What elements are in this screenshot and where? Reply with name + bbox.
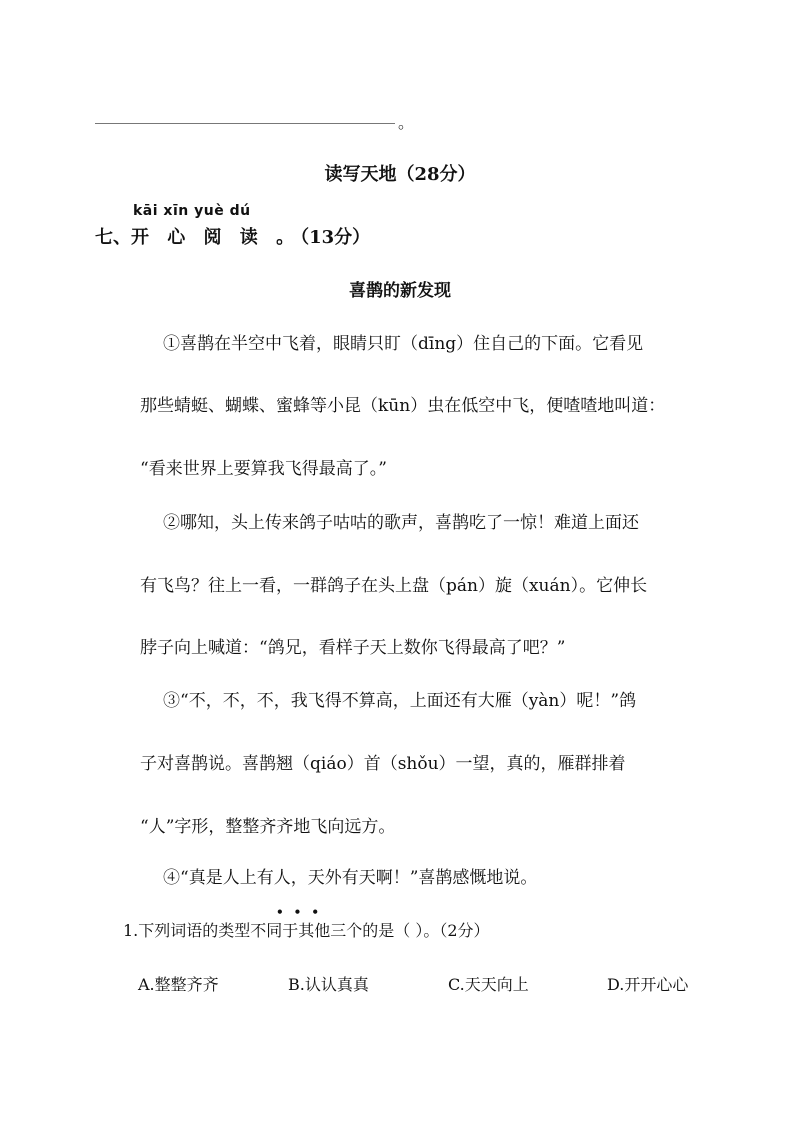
story-line-10: ④“真是人上有人，天外有天啊！”喜鹊感慨地说。	[163, 868, 538, 888]
story-line-7: ③“不，不，不，我飞得不算高，上面还有大雁（yàn）呢！”鸽	[163, 691, 637, 711]
question7-number: 七、	[95, 227, 131, 248]
question1-text: 1.下列词语的类型不同于其他三个的是（ ）。（2分）	[123, 921, 490, 940]
option-a[interactable]: A.整整齐齐	[138, 975, 219, 994]
question7-score: （13分）	[300, 227, 371, 248]
section-title: 读写天地（28分）	[324, 164, 476, 185]
blank-end-period: 。	[398, 113, 415, 132]
story-line-3: “看来世界上要算我飞得最高了。”	[140, 459, 387, 479]
story-line-4: ②哪知，头上传来鸽子咕咕的歌声，喜鹊吃了一惊！难道上面还	[163, 513, 639, 533]
story-line-8: 子对喜鹊说。喜鹊翘（qiáo）首（shǒu）一望，真的，雁群排着	[140, 754, 626, 774]
emphasis-dots: •••	[276, 905, 330, 919]
option-c[interactable]: C.天天向上	[448, 975, 529, 994]
story-line-2: 那些蜻蜓、蝴蝶、蜜蜂等小昆（kūn）虫在低空中飞，便喳喳地叫道：	[140, 396, 666, 416]
question7-title	[95, 223, 370, 249]
story-line-1: ①喜鹊在半空中飞着，眼睛只盯（dīng）住自己的下面。它看见	[163, 334, 644, 354]
question7-heading: 开 心 阅 读 。	[131, 227, 301, 248]
story-line-9: “人”字形，整整齐齐地飞向远方。	[140, 817, 396, 837]
answer-blank-line	[95, 123, 395, 124]
story-line-5: 有飞鸟？往上一看，一群鸽子在头上盘（pán）旋（xuán）。它伸长	[140, 576, 648, 596]
story-line-6: 脖子向上喊道：“鸽兄，看样子天上数你飞得最高了吧？”	[140, 638, 566, 658]
question7-pinyin: kāi xīn yuè dú	[133, 203, 251, 219]
story-title: 喜鹊的新发现	[349, 281, 451, 301]
option-b[interactable]: B.认认真真	[288, 975, 369, 994]
option-d[interactable]: D.开开心心	[607, 975, 689, 994]
